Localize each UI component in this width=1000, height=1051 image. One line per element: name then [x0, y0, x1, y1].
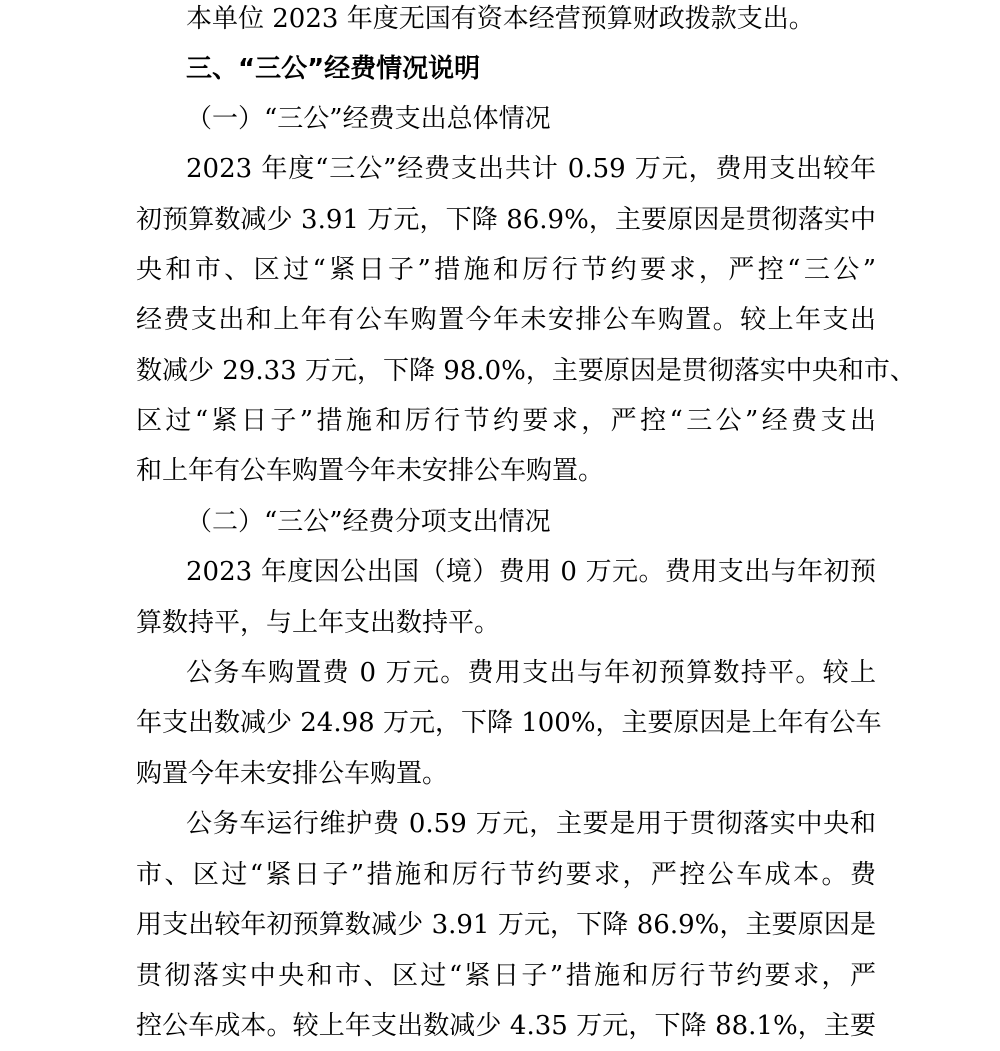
paragraph-text: 数减少 29.33 万元，下降 98.0%，主要原因是贯彻落实中央和市、 — [136, 356, 916, 386]
section-heading-text: 三、“三公”经费情况说明 — [186, 54, 481, 84]
paragraph-text: 2023 年度“三公”经费支出共计 0.59 万元，费用支出较年 — [186, 154, 876, 184]
subsection-heading-text: （二）“三公”经费分项支出情况 — [186, 507, 551, 537]
paragraph-line — [0, 749, 1000, 799]
paragraph-line — [0, 0, 1000, 44]
paragraph-text: 算数持平，与上年支出数持平。 — [136, 608, 501, 638]
paragraph-text: 用支出较年初预算数减少 3.91 万元，下降 86.9%，主要原因是 — [136, 910, 876, 940]
paragraph-line — [0, 648, 1000, 698]
paragraph-line — [0, 396, 1000, 446]
paragraph-text: 初预算数减少 3.91 万元，下降 86.9%，主要原因是贯彻落实中 — [136, 205, 876, 235]
paragraph-text: 控公车成本。较上年支出数减少 4.35 万元，下降 88.1%，主要 — [136, 1011, 876, 1041]
paragraph-line — [0, 245, 1000, 295]
paragraph-text: 贯彻落实中央和市、区过“紧日子”措施和厉行节约要求，严 — [136, 961, 876, 991]
paragraph-line — [0, 195, 1000, 245]
paragraph-text: 经费支出和上年有公车购置今年未安排公车购置。较上年支出 — [136, 305, 876, 335]
paragraph-line — [0, 900, 1000, 950]
paragraph-text: 购置今年未安排公车购置。 — [136, 759, 449, 789]
paragraph-line — [0, 346, 1000, 396]
paragraph-line — [0, 598, 1000, 648]
paragraph-text: 和上年有公车购置今年未安排公车购置。 — [136, 456, 605, 486]
paragraph-line — [0, 1001, 1000, 1051]
section-heading — [0, 44, 1000, 94]
paragraph-line — [0, 799, 1000, 849]
paragraph-text: 公务车购置费 0 万元。费用支出与年初预算数持平。较上 — [186, 658, 876, 688]
paragraph-line — [0, 144, 1000, 194]
paragraph-line — [0, 446, 1000, 496]
paragraph-line — [0, 850, 1000, 900]
subsection-heading — [0, 94, 1000, 144]
paragraph-text: 区过“紧日子”措施和厉行节约要求，严控“三公”经费支出 — [136, 406, 876, 436]
paragraph-line — [0, 295, 1000, 345]
paragraph-line — [0, 547, 1000, 597]
paragraph-line — [0, 698, 1000, 748]
paragraph-text: 本单位 2023 年度无国有资本经营预算财政拨款支出。 — [186, 4, 815, 34]
subsection-heading-text: （一）“三公”经费支出总体情况 — [186, 104, 551, 134]
paragraph-text: 年支出数减少 24.98 万元，下降 100%，主要原因是上年有公车 — [136, 708, 882, 738]
paragraph-line — [0, 951, 1000, 1001]
paragraph-text: 2023 年度因公出国（境）费用 0 万元。费用支出与年初预 — [186, 557, 876, 587]
subsection-heading — [0, 497, 1000, 547]
paragraph-text: 公务车运行维护费 0.59 万元，主要是用于贯彻落实中央和 — [186, 809, 876, 839]
paragraph-text: 央和市、区过“紧日子”措施和厉行节约要求，严控“三公” — [136, 255, 876, 285]
paragraph-text: 市、区过“紧日子”措施和厉行节约要求，严控公车成本。费 — [136, 860, 876, 890]
